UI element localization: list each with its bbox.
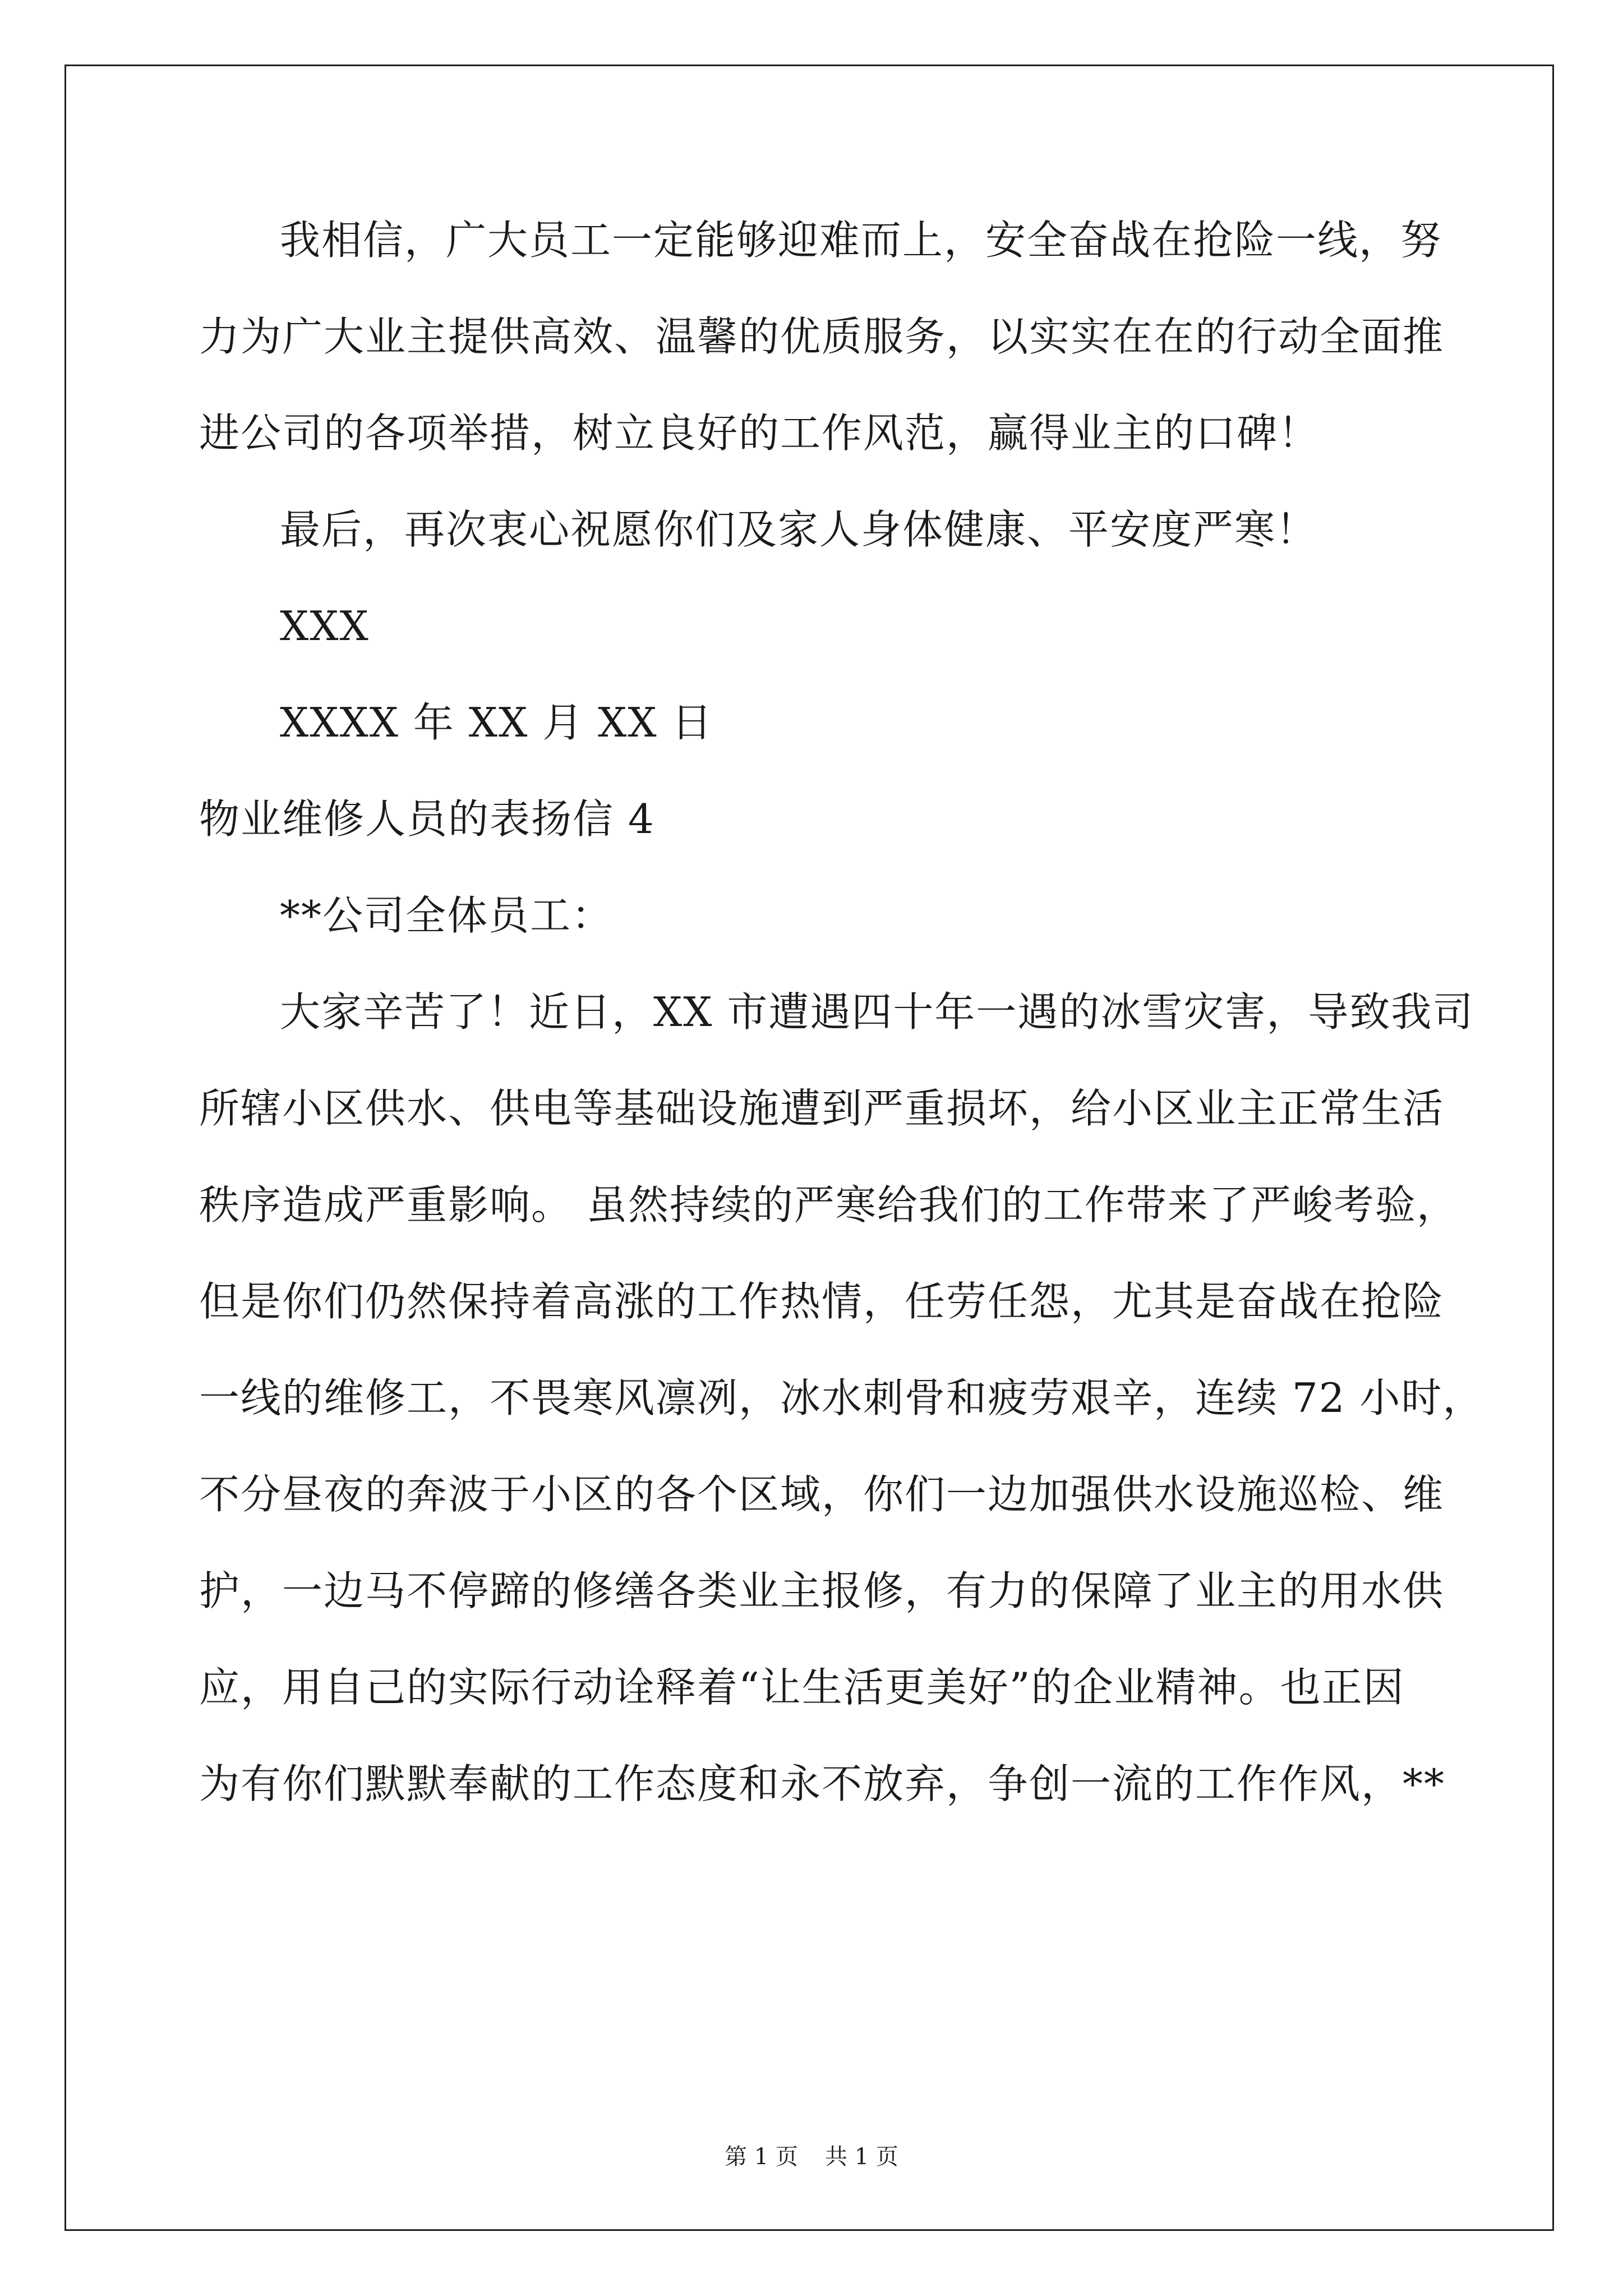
salutation: **公司全体员工：	[280, 892, 614, 939]
page-border	[64, 65, 1554, 2231]
paragraph-3-line-4: 但是你们仍然保持着高涨的工作热情，任劳任怨，尤其是奋战在抢险	[199, 1278, 1445, 1325]
paragraph-3-line-1: 大家辛苦了！近日，XX 市遭遇四十年一遇的冰雪灾害，导致我司	[280, 988, 1474, 1036]
paragraph-3-line-3: 秩序造成严重影响。 虽然持续的严寒给我们的工作带来了严峻考验，	[199, 1181, 1458, 1228]
paragraph-1-line-1: 我相信，广大员工一定能够迎难而上，安全奋战在抢险一线，努	[280, 217, 1442, 264]
paragraph-3-line-7: 护，一边马不停蹄的修缮各类业主报修，有力的保障了业主的用水供	[199, 1567, 1445, 1614]
page-footer	[0, 2143, 1623, 2171]
paragraph-3-line-2: 所辖小区供水、供电等基础设施遭到严重损坏，给小区业主正常生活	[199, 1085, 1445, 1132]
page-number: 第 1 页	[725, 2144, 798, 2170]
date: XXXX 年 XX 月 XX 日	[280, 699, 713, 746]
paragraph-1-line-3: 进公司的各项举措，树立良好的工作风范，赢得业主的口碑！	[199, 409, 1320, 457]
paragraph-1-line-2: 力为广大业主提供高效、温馨的优质服务，以实实在在的行动全面推	[199, 313, 1445, 360]
paragraph-3-line-8: 应，用自己的实际行动诠释着“让生活更美好”的企业精神。也正因	[199, 1664, 1405, 1711]
paragraph-3-line-5: 一线的维修工，不畏寒风凛冽，冰水刺骨和疲劳艰辛，连续 72 小时，	[199, 1374, 1484, 1421]
signature: XXX	[280, 602, 370, 650]
paragraph-2: 最后，再次衷心祝愿你们及家人身体健康、平安度严寒！	[280, 506, 1318, 553]
paragraph-3-line-9: 为有你们默默奉献的工作态度和永不放弃，争创一流的工作作风，**	[199, 1760, 1446, 1807]
paragraph-3-line-6: 不分昼夜的奔波于小区的各个区域，你们一边加强供水设施巡检、维	[199, 1471, 1445, 1518]
page-total: 共 1 页	[825, 2144, 898, 2170]
section-title: 物业维修人员的表扬信 4	[199, 795, 655, 843]
